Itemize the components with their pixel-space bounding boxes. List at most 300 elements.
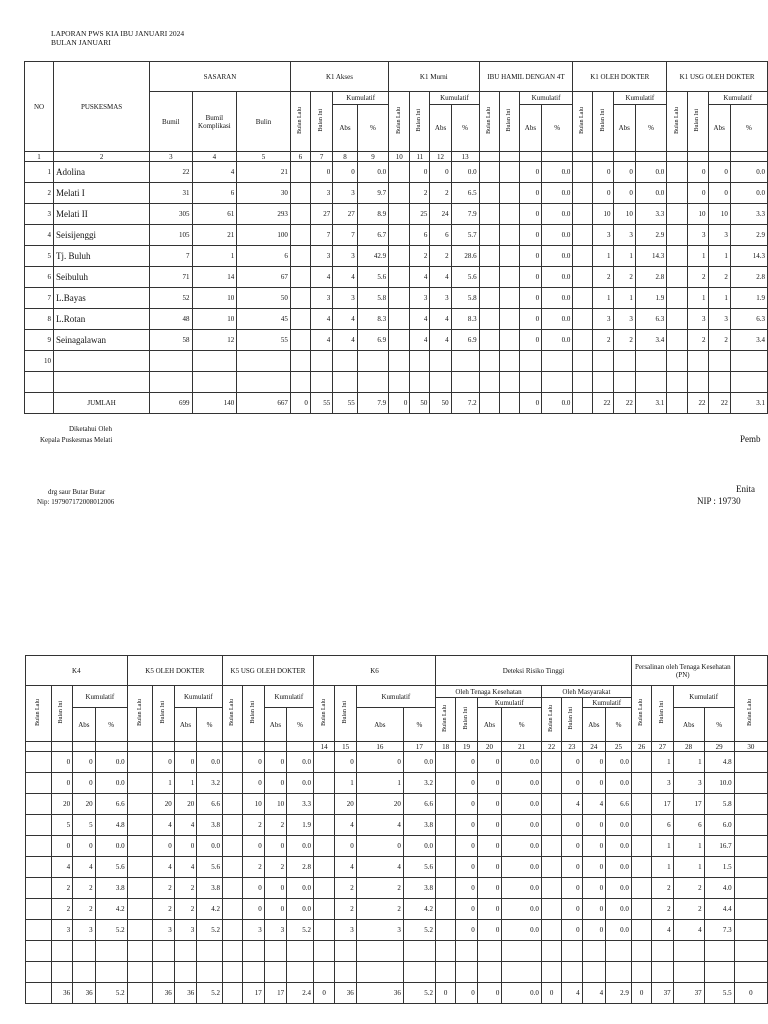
k1-murni-pct: 5.6: [451, 267, 479, 288]
pn-pct: 16.7: [704, 836, 734, 857]
table-row: [25, 330, 768, 351]
k1-murni-abs: 24: [430, 204, 451, 225]
pn-pct: 4.4: [704, 899, 734, 920]
empty-cell: [264, 742, 286, 752]
total-col-30: 0: [734, 983, 767, 1004]
bumil-value: 52: [150, 288, 192, 309]
empty-cell: [477, 962, 502, 983]
pn-abs: 4: [673, 920, 704, 941]
column-number: 23: [562, 742, 582, 752]
empty-cell: [290, 330, 310, 351]
total-k1m-abs: 50: [430, 393, 451, 414]
k1-akses-bulan-ini: 3: [310, 288, 332, 309]
k1-akses-abs: 3: [333, 183, 358, 204]
empty-cell: [290, 288, 310, 309]
row-number: 2: [25, 183, 54, 204]
dm-bulan-ini: 0: [562, 899, 582, 920]
table-row: [25, 372, 768, 393]
total-dm-pct: 2.9: [606, 983, 632, 1004]
empty-cell: [313, 773, 334, 794]
table-row: [26, 836, 768, 857]
col-header-bulan-ini-text: Bulan Ini: [599, 109, 606, 132]
empty-cell: [479, 351, 499, 372]
empty-cell: [237, 351, 291, 372]
ibu-hamil-abs: 0: [519, 225, 541, 246]
col-header-bulan-lalu-text: Bulan Lalu: [136, 699, 143, 726]
k1-dokter-abs: 0: [613, 183, 635, 204]
col-header-kumulatif: Kumulatif: [519, 92, 573, 105]
empty-cell: [222, 836, 242, 857]
empty-cell: [479, 393, 499, 414]
dn-bulan-ini: 0: [456, 815, 477, 836]
k4-abs: 2: [73, 878, 95, 899]
col-header-bulan-ini: [410, 92, 430, 152]
empty-cell: [593, 372, 613, 393]
k1-akses-pct: 5.8: [357, 288, 388, 309]
col-header-no: NO: [25, 62, 54, 152]
col-header-k5-usg: K5 USG OLEH DOKTER: [222, 656, 313, 686]
ku-abs: 3: [264, 920, 286, 941]
k1-akses-abs: 4: [333, 330, 358, 351]
col-header-abs: Abs: [477, 708, 502, 742]
k1-murni-bulan-ini: 2: [410, 246, 430, 267]
k4-pct: 0.0: [95, 836, 127, 857]
table-row: [26, 815, 768, 836]
col-header-pct: %: [95, 708, 127, 742]
col-header-pct: %: [197, 708, 223, 742]
empty-cell: [26, 742, 52, 752]
row-number: 1: [25, 162, 54, 183]
empty-cell: [730, 351, 767, 372]
column-number: 14: [313, 742, 334, 752]
k4-pct: 3.8: [95, 878, 127, 899]
empty-cell: [499, 162, 519, 183]
ku-abs: 2: [264, 857, 286, 878]
col-header-persalinan: Persalinan oleh Tenaga Kesehatan (PN): [631, 656, 734, 686]
puskesmas-name: L.Rotan: [54, 309, 150, 330]
k1-murni-abs: 4: [430, 267, 451, 288]
k1-akses-abs: 4: [333, 309, 358, 330]
empty-cell: [502, 962, 542, 983]
table-row: [25, 204, 768, 225]
dm-abs: 0: [582, 920, 606, 941]
column-number: 17: [403, 742, 435, 752]
column-number: 25: [606, 742, 632, 752]
k1-akses-pct: 8.3: [357, 309, 388, 330]
empty-cell: [734, 899, 767, 920]
empty-cell: [541, 899, 561, 920]
empty-cell: [631, 773, 651, 794]
ku-pct: 3.3: [287, 794, 314, 815]
empty-cell: [734, 752, 767, 773]
k4-pct: 6.6: [95, 794, 127, 815]
k5-abs: 2: [174, 899, 196, 920]
dn-bulan-ini: 0: [456, 773, 477, 794]
empty-cell: [430, 372, 451, 393]
pn-bulan-ini: 4: [652, 920, 673, 941]
empty-cell: [127, 752, 153, 773]
ku-pct: 0.0: [287, 899, 314, 920]
ku-abs: 10: [264, 794, 286, 815]
empty-cell: [451, 351, 479, 372]
empty-cell: [290, 225, 310, 246]
col-header-pct: %: [730, 105, 767, 152]
pn-pct: 7.3: [704, 920, 734, 941]
k5-bulan-ini: 3: [153, 920, 174, 941]
k5-pct: 3.8: [197, 815, 223, 836]
col-header-bulan-lalu-text: Bulan Lalu: [579, 107, 586, 134]
k1-akses-pct: 6.7: [357, 225, 388, 246]
empty-cell: [95, 742, 127, 752]
empty-cell: [734, 878, 767, 899]
k5-abs: 1: [174, 773, 196, 794]
k1-dokter-pct: 1.9: [635, 288, 666, 309]
k4-bulan-ini: 0: [51, 836, 72, 857]
empty-cell: [313, 941, 334, 962]
empty-cell: [389, 204, 410, 225]
empty-cell: [573, 152, 593, 162]
empty-cell: [573, 246, 593, 267]
col-header-kumulatif: Kumulatif: [73, 686, 128, 708]
k1-usg-abs: 0: [708, 162, 730, 183]
total-row: [25, 393, 768, 414]
total-k1a-lalu: 0: [290, 393, 310, 414]
column-number: 16: [356, 742, 403, 752]
total-row: [26, 983, 768, 1004]
empty-cell: [197, 941, 223, 962]
k1-usg-bulan-ini: 0: [688, 183, 708, 204]
empty-cell: [435, 752, 455, 773]
col-header-bulan-ini: [562, 698, 582, 742]
empty-cell: [435, 773, 455, 794]
empty-cell: [153, 962, 174, 983]
k6-bulan-ini: 3: [335, 920, 356, 941]
total-k1a-pct: 7.9: [357, 393, 388, 414]
k1-murni-bulan-ini: 25: [410, 204, 430, 225]
col-header-pct: %: [635, 105, 666, 152]
k1-dokter-abs: 0: [613, 162, 635, 183]
empty-cell: [313, 920, 334, 941]
signature-left-name: drg saur Butar Butar: [48, 488, 106, 496]
k1-murni-abs: 4: [430, 309, 451, 330]
total-dn-pct: 0.0: [502, 983, 542, 1004]
k6-abs: 2: [356, 899, 403, 920]
pn-pct: 10.0: [704, 773, 734, 794]
empty-cell: [667, 204, 688, 225]
table-row: [25, 267, 768, 288]
dn-abs: 0: [477, 773, 502, 794]
total-k6-bulan-lalu: 0: [313, 983, 334, 1004]
k4-bulan-ini: 4: [51, 857, 72, 878]
empty-cell: [54, 351, 150, 372]
dm-pct: 0.0: [606, 836, 632, 857]
ku-abs: 0: [264, 773, 286, 794]
empty-cell: [127, 941, 153, 962]
pn-abs: 2: [673, 878, 704, 899]
empty-cell: [435, 941, 455, 962]
ibu-hamil-pct: 0.0: [542, 246, 573, 267]
column-number: 27: [652, 742, 673, 752]
k1-murni-pct: 6.5: [451, 183, 479, 204]
k1-murni-pct: 6.9: [451, 330, 479, 351]
empty-cell: [479, 267, 499, 288]
empty-cell: [333, 372, 358, 393]
column-number: 21: [502, 742, 542, 752]
dm-bulan-ini: 0: [562, 920, 582, 941]
ibu-hamil-pct: 0.0: [542, 330, 573, 351]
dn-abs: 0: [477, 815, 502, 836]
empty-cell: [389, 267, 410, 288]
empty-cell: [631, 836, 651, 857]
empty-cell: [499, 183, 519, 204]
dn-abs: 0: [477, 836, 502, 857]
empty-cell: [26, 815, 52, 836]
total-k1a-ini: 55: [310, 393, 332, 414]
komplikasi-value: 1: [192, 246, 237, 267]
empty-cell: [606, 962, 632, 983]
k1-akses-abs: 3: [333, 288, 358, 309]
ku-bulan-ini: 0: [243, 878, 264, 899]
total-dm-abs: 4: [582, 983, 606, 1004]
total-ih-abs: 0: [519, 393, 541, 414]
col-header-abs: Abs: [333, 105, 358, 152]
k5-abs: 2: [174, 878, 196, 899]
pn-pct: 6.0: [704, 815, 734, 836]
k6-pct: 3.2: [403, 773, 435, 794]
k5-abs: 4: [174, 857, 196, 878]
k4-bulan-ini: 5: [51, 815, 72, 836]
bumil-value: 7: [150, 246, 192, 267]
dm-pct: 0.0: [606, 857, 632, 878]
col-header-sasaran: SASARAN: [150, 62, 291, 92]
empty-cell: [541, 794, 561, 815]
column-number: 19: [456, 742, 477, 752]
empty-cell: [708, 351, 730, 372]
pws-table-2: [25, 655, 768, 1004]
col-header-puskesmas: PUSKESMAS: [54, 62, 150, 152]
col-header-abs: Abs: [582, 708, 606, 742]
k1-murni-abs: 6: [430, 225, 451, 246]
col-header-ibu-hamil-4t: IBU HAMIL DENGAN 4T: [479, 62, 573, 92]
empty-cell: [479, 204, 499, 225]
empty-cell: [290, 204, 310, 225]
k1-usg-abs: 0: [708, 183, 730, 204]
row-number: 9: [25, 330, 54, 351]
col-header-oleh-nakes: Oleh Tenaga Kesehatan: [435, 686, 541, 698]
col-header-bulan-lalu-text: Bulan Lalu: [747, 699, 754, 726]
ibu-hamil-abs: 0: [519, 330, 541, 351]
k1-dokter-bulan-ini: 2: [593, 330, 613, 351]
ku-abs: 0: [264, 752, 286, 773]
table-row: [26, 878, 768, 899]
column-number: 4: [192, 152, 237, 162]
k1-dokter-abs: 3: [613, 225, 635, 246]
pn-bulan-ini: 3: [652, 773, 673, 794]
k1-usg-abs: 2: [708, 330, 730, 351]
k1-akses-pct: 0.0: [357, 162, 388, 183]
k1-akses-abs: 4: [333, 267, 358, 288]
k1-murni-bulan-ini: 4: [410, 309, 430, 330]
column-number: 29: [704, 742, 734, 752]
column-number: 9: [357, 152, 388, 162]
empty-cell: [54, 372, 150, 393]
pn-bulan-ini: 17: [652, 794, 673, 815]
table-row: [26, 794, 768, 815]
col-header-abs: Abs: [73, 708, 95, 742]
k1-murni-pct: 0.0: [451, 162, 479, 183]
col-header-bulan-ini-text: Bulan Ini: [416, 109, 423, 132]
empty-cell: [541, 752, 561, 773]
empty-cell: [519, 351, 541, 372]
empty-cell: [499, 267, 519, 288]
empty-cell: [502, 941, 542, 962]
dm-abs: 0: [582, 752, 606, 773]
pn-abs: 3: [673, 773, 704, 794]
empty-cell: [389, 330, 410, 351]
col-header-pct: %: [704, 708, 734, 742]
col-header-kumulatif: Kumulatif: [613, 92, 667, 105]
empty-cell: [708, 152, 730, 162]
k1-dokter-bulan-ini: 1: [593, 246, 613, 267]
col-header-bulan-lalu: [26, 686, 52, 742]
k1-akses-abs: 27: [333, 204, 358, 225]
k4-abs: 4: [73, 857, 95, 878]
empty-cell: [479, 372, 499, 393]
col-header-bulan-lalu: [290, 92, 310, 152]
ibu-hamil-abs: 0: [519, 162, 541, 183]
empty-cell: [635, 372, 666, 393]
total-kd-abs: 22: [613, 393, 635, 414]
empty-cell: [704, 941, 734, 962]
col-header-deteksi-risiko: Deteksi Risiko Tinggi: [435, 656, 631, 686]
k4-abs: 2: [73, 899, 95, 920]
k5-pct: 5.6: [197, 857, 223, 878]
k1-usg-bulan-ini: 2: [688, 267, 708, 288]
empty-cell: [593, 152, 613, 162]
puskesmas-name: Tj. Buluh: [54, 246, 150, 267]
empty-cell: [174, 941, 196, 962]
k1-usg-bulan-ini: 10: [688, 204, 708, 225]
row-number: 4: [25, 225, 54, 246]
dm-pct: 6.6: [606, 794, 632, 815]
empty-cell: [541, 815, 561, 836]
empty-cell: [222, 794, 242, 815]
column-number: 8: [333, 152, 358, 162]
komplikasi-value: 21: [192, 225, 237, 246]
col-header-bulan-ini-text: Bulan Ini: [505, 109, 512, 132]
ibu-hamil-pct: 0.0: [542, 225, 573, 246]
empty-cell: [499, 309, 519, 330]
empty-cell: [573, 351, 593, 372]
empty-cell: [333, 351, 358, 372]
k1-akses-abs: 0: [333, 162, 358, 183]
col-header-bulan-lalu-text: Bulan Lalu: [442, 705, 449, 732]
dn-abs: 0: [477, 878, 502, 899]
k6-abs: 2: [356, 878, 403, 899]
k5-bulan-ini: 0: [153, 836, 174, 857]
k4-bulan-ini: 2: [51, 899, 72, 920]
empty-cell: [734, 794, 767, 815]
empty-cell: [313, 752, 334, 773]
bulin-value: 45: [237, 309, 291, 330]
empty-cell: [127, 836, 153, 857]
empty-cell: [357, 372, 388, 393]
ku-bulan-ini: 3: [243, 920, 264, 941]
empty-cell: [410, 351, 430, 372]
empty-cell: [730, 152, 767, 162]
signature-right-1: Pemb: [740, 434, 761, 444]
total-k4-pct: 5.2: [95, 983, 127, 1004]
empty-cell: [519, 152, 541, 162]
column-number: 11: [410, 152, 430, 162]
empty-cell: [456, 941, 477, 962]
empty-cell: [479, 309, 499, 330]
empty-cell: [222, 962, 242, 983]
total-pn-bulan-ini: 37: [652, 983, 673, 1004]
col-header-bulan-lalu-text: Bulan Lalu: [638, 699, 645, 726]
col-header-bulan-ini-text: Bulan Ini: [58, 701, 65, 724]
dm-bulan-ini: 0: [562, 836, 582, 857]
empty-cell: [499, 393, 519, 414]
empty-cell: [541, 878, 561, 899]
empty-cell: [222, 899, 242, 920]
empty-cell: [389, 183, 410, 204]
empty-cell: [313, 815, 334, 836]
k1-dokter-abs: 1: [613, 246, 635, 267]
col-header-bulin: Bulin: [237, 92, 291, 152]
k6-pct: 0.0: [403, 836, 435, 857]
pn-pct: 1.5: [704, 857, 734, 878]
ku-abs: 0: [264, 878, 286, 899]
puskesmas-name: Seibuluh: [54, 267, 150, 288]
table-row: [25, 246, 768, 267]
total-label: JUMLAH: [54, 393, 150, 414]
dn-abs: 0: [477, 899, 502, 920]
k5-pct: 3.2: [197, 773, 223, 794]
dn-pct: 0.0: [502, 857, 542, 878]
k1-dokter-bulan-ini: 0: [593, 162, 613, 183]
k5-bulan-ini: 4: [153, 857, 174, 878]
col-header-bulan-ini-text: Bulan Ini: [160, 701, 167, 724]
k1-akses-abs: 3: [333, 246, 358, 267]
empty-cell: [673, 962, 704, 983]
k1-usg-bulan-ini: 1: [688, 288, 708, 309]
k6-pct: 5.2: [403, 920, 435, 941]
col-header-bulan-lalu: [573, 92, 593, 152]
k4-abs: 0: [73, 773, 95, 794]
k1-murni-pct: 28.6: [451, 246, 479, 267]
k1-usg-pct: 3.3: [730, 204, 767, 225]
col-header-bulan-lalu: [222, 686, 242, 742]
ku-pct: 1.9: [287, 815, 314, 836]
col-header-k6: K6: [313, 656, 435, 686]
pn-abs: 2: [673, 899, 704, 920]
col-header-bulan-lalu-text: Bulan Lalu: [485, 107, 492, 134]
table-row: [26, 773, 768, 794]
k1-murni-bulan-ini: 4: [410, 330, 430, 351]
k1-akses-pct: 5.6: [357, 267, 388, 288]
col-header-pct: %: [451, 105, 479, 152]
k1-dokter-bulan-ini: 2: [593, 267, 613, 288]
empty-cell: [51, 742, 72, 752]
empty-cell: [541, 836, 561, 857]
empty-cell: [631, 878, 651, 899]
bumil-value: 22: [150, 162, 192, 183]
row-number: 6: [25, 267, 54, 288]
dm-pct: 0.0: [606, 878, 632, 899]
signature-right-nip: NIP : 19730: [697, 496, 741, 506]
k6-abs: 4: [356, 857, 403, 878]
